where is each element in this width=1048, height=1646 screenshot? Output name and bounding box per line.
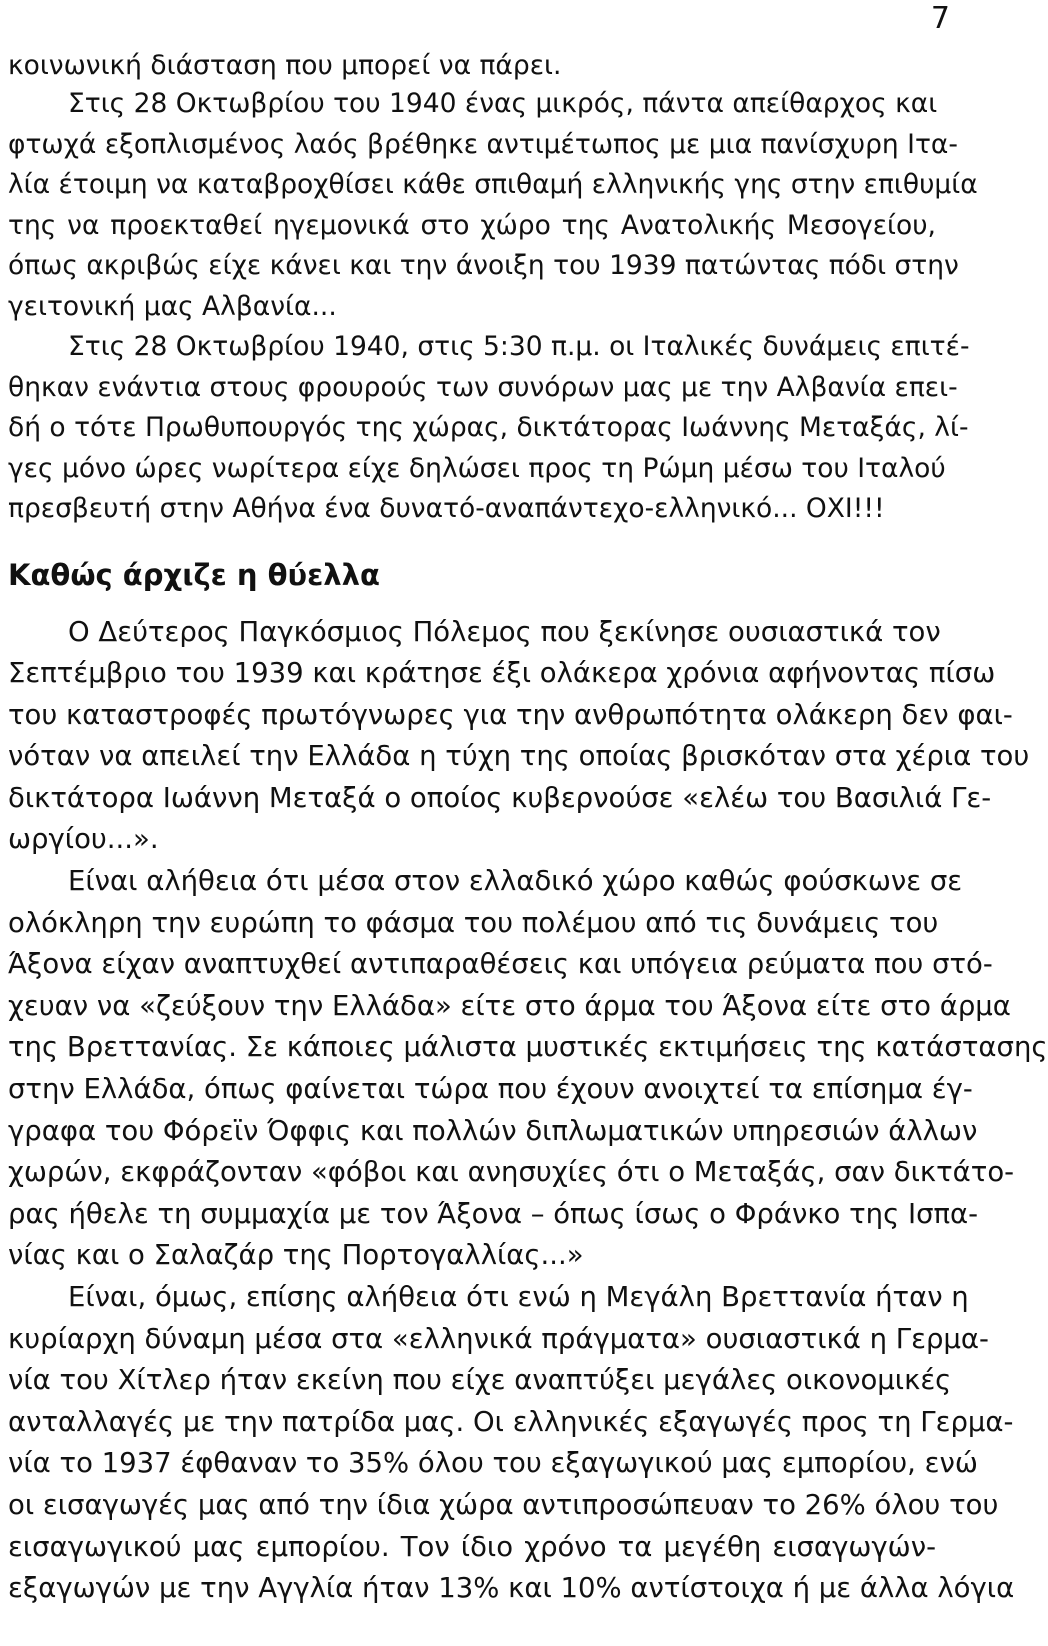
paragraph-october-28 (8, 84, 978, 327)
text-line: δή ο τότε Πρωθυπουργός της χώρας, δικτάτορας Ιωάννης Μεταξάς, λί- (8, 412, 969, 443)
text-line: νίας και ο Σαλαζάρ της Πορτογαλλίας...» (8, 1239, 584, 1272)
text-line: Είναι, όμως, επίσης αλήθεια ότι ενώ η Μεγάλη Βρεττανία ήταν η (68, 1281, 969, 1313)
text-line: πρεσβευτή στην Αθήνα ένα δυνατό-αναπάντεχο-ελληνικό... ΟΧΙ!!! (8, 493, 885, 524)
text-line: ολόκληρη την ευρώπη το φάσμα του πολέμου από τις δυνάμεις του (8, 906, 939, 939)
text-line: χωρών, εκφράζονταν «φόβοι και ανησυχίες ότι ο Μεταξάς, σαν δικτάτο- (8, 1156, 1015, 1189)
text-line: Στις 28 Οκτωβρίου του 1940 ένας μικρός, πάντα απείθαρχος και (68, 88, 938, 119)
text-line: του καταστροφές πρωτόγνωρες για την ανθρωπότητα ολάκερη δεν φαι- (8, 698, 1013, 731)
text-line: γραφα του Φόρεϊν Όφφις και πολλών διπλωματικών υπηρεσιών άλλων (8, 1114, 978, 1147)
text-line: κοινωνική διάσταση που μπορεί να πάρει. (8, 50, 562, 81)
text-line: της να προεκταθεί ηγεμονικά στο χώρο της Ανατολικής Μεσογείου, (8, 209, 936, 241)
page-number: 7 (930, 1, 950, 36)
text-line: γες μόνο ώρες νωρίτερα είχε δηλώσει προς τη Ρώμη μέσω του Ιταλού (8, 452, 946, 484)
text-line: νία το 1937 έφθαναν το 35% όλου του εξαγωγικού μας εμπορίου, ενώ (8, 1447, 978, 1480)
text-line: φτωχά εξοπλισμένος λαός βρέθηκε αντιμέτωπος με μια πανίσχυρη Ιτα- (8, 128, 958, 160)
text-line: εισαγωγικού μας εμπορίου. Τον ίδιο χρόνο τα μεγέθη εισαγωγών- (8, 1530, 936, 1563)
text-line: χευαν να «ζεύξουν την Ελλάδα» είτε στο άρμα του Άξονα είτε στο άρμα (8, 989, 1011, 1022)
paragraph-intro (8, 48, 936, 84)
text-line: νία του Χίτλερ ήταν εκείνη που είχε αναπτύξει μεγάλες οικονομικές (8, 1364, 952, 1397)
text-line: δικτάτορα Ιωάννη Μεταξά ο οποίος κυβερνούσε «ελέω του Βασιλιά Γε- (8, 781, 992, 814)
paragraph-ww2 (8, 612, 1030, 862)
section-body (8, 612, 1048, 1610)
text-line: ρας ήθελε τη συμμαχία με τον Άξονα – όπως ίσως ο Φράνκο της Ισπα- (8, 1197, 979, 1230)
text-line: Άξονα είχαν αναπτυχθεί αντιπαραθέσεις και υπόγεια ρεύματα που στό- (8, 948, 993, 981)
text-line: θηκαν ενάντια στους φρουρούς των συνόρων μας με την Αλβανία επει- (8, 371, 958, 403)
text-line: όπως ακριβώς είχε κάνει και την άνοιξη του 1939 πατώντας πόδι στην (8, 250, 959, 281)
paragraph-invasion (8, 327, 970, 530)
text-line: λία έτοιμη να καταβροχθίσει κάθε σπιθαμή ελληνικής γης στην επιθυμία (8, 169, 978, 200)
text-line: Είναι αλήθεια ότι μέσα στον ελλαδικό χώρο καθώς φούσκωνε σε (68, 865, 963, 898)
section-heading: Καθώς άρχιζε η θύελλα (8, 557, 380, 592)
text-line: Σεπτέμβριο του 1939 και κράτησε έξι ολάκερα χρόνια αφήνοντας πίσω (8, 657, 996, 690)
text-line: οι εισαγωγές μας από την ίδια χώρα αντιπροσώπευαν το 26% όλου του (8, 1488, 999, 1521)
paragraph-axis (8, 861, 1048, 1277)
text-line: Στις 28 Οκτωβρίου 1940, στις 5:30 π.μ. οι Ιταλικές δυνάμεις επιτέ- (68, 331, 970, 362)
text-line: εξαγωγών με την Αγγλία ήταν 13% και 10% αντίστοιχα ή με άλλα λόγια (8, 1572, 1015, 1605)
text-line: νόταν να απειλεί την Ελλάδα η τύχη της οποίας βρισκόταν στα χέρια του (8, 740, 1030, 773)
text-line: γειτονική μας Αλβανία... (8, 290, 337, 322)
paragraph-germany-trade (8, 1277, 1015, 1610)
text-line: ανταλλαγές με την πατρίδα μας. Οι ελληνικές εξαγωγές προς τη Γερμα- (8, 1405, 1014, 1438)
text-line: Ο Δεύτερος Παγκόσμιος Πόλεμος που ξεκίνησε ουσιαστικά τον (68, 615, 941, 648)
text-line: ωργίου...». (8, 823, 159, 856)
text-line: της Βρεττανίας. Σε κάποιες μάλιστα μυστικές εκτιμήσεις της κατάστασης (8, 1031, 1048, 1064)
text-line: στην Ελλάδα, όπως φαίνεται τώρα που έχουν ανοιχτεί τα επίσημα έγ- (8, 1073, 973, 1106)
text-line: κυρίαρχη δύναμη μέσα στα «ελληνικά πράγματα» ουσιαστικά η Γερμα- (8, 1322, 989, 1355)
page-body (8, 48, 1048, 1610)
